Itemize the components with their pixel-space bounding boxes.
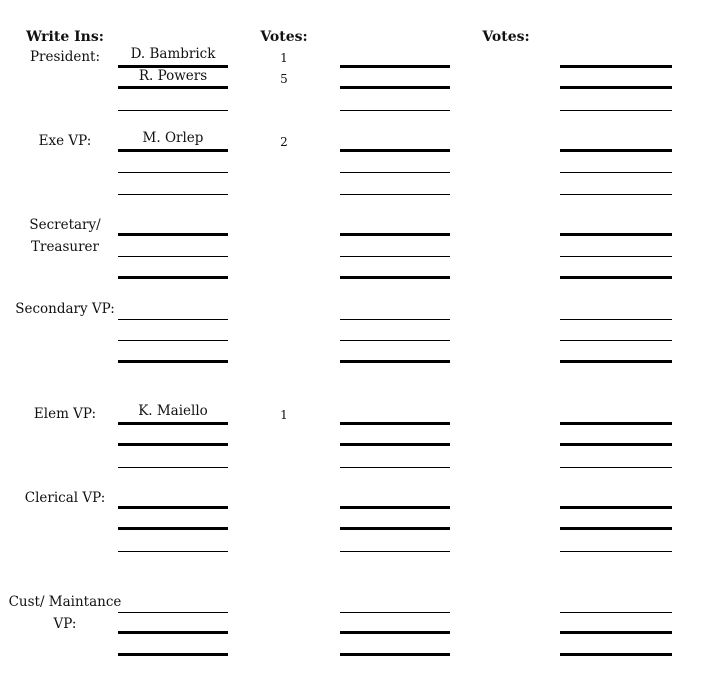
blank-name-line	[560, 341, 672, 363]
vote-count: 1	[280, 407, 288, 422]
position-label	[4, 492, 126, 506]
write-ins-header: Write Ins:	[26, 29, 104, 45]
tally-row	[0, 320, 716, 342]
section-exe-vp	[0, 130, 716, 195]
write-in-name: K. Maiello	[138, 403, 208, 419]
section-clerical-vp	[0, 487, 716, 552]
blank-name-line	[560, 68, 672, 90]
blank-name-line	[340, 530, 450, 552]
tally-row	[0, 509, 716, 531]
tally-row	[0, 341, 716, 363]
blank-name-line	[340, 403, 450, 425]
position-label-text: Treasurer	[30, 238, 99, 255]
position-label-text: Elem VP:	[33, 406, 97, 422]
blank-name-line	[340, 425, 450, 447]
write-in-name-line	[118, 257, 228, 279]
votes-header-left: Votes:	[260, 29, 308, 45]
write-in-name-line	[118, 152, 228, 174]
position-label	[4, 51, 126, 65]
tally-row	[0, 591, 716, 613]
blank-name-line	[340, 591, 450, 613]
position-label-text: Secretary/	[29, 217, 101, 233]
position-label	[4, 219, 126, 233]
vote-count: 1	[280, 50, 288, 65]
position-label	[4, 615, 126, 632]
write-in-name-line	[118, 591, 228, 613]
section-president	[0, 46, 716, 111]
write-in-name-line	[118, 46, 228, 68]
section-cust-maintance-vp	[0, 591, 716, 656]
blank-name-line	[340, 173, 450, 195]
write-in-name-line	[118, 236, 228, 258]
blank-name-line	[340, 487, 450, 509]
position-label	[4, 238, 126, 255]
write-in-name: M. Orlep	[142, 130, 204, 146]
tally-row	[0, 257, 716, 279]
blank-name-line	[340, 509, 450, 531]
position-label-text: Secondary VP:	[15, 301, 115, 317]
position-label-text: President:	[29, 49, 101, 65]
tally-row	[0, 68, 716, 90]
write-in-name-line	[118, 173, 228, 195]
blank-name-line	[560, 425, 672, 447]
write-in-name-line	[118, 530, 228, 552]
position-label-text: Cust/ Maintance	[8, 594, 122, 610]
blank-name-line	[560, 46, 672, 68]
position-label	[4, 596, 126, 610]
write-in-name: R. Powers	[138, 67, 208, 84]
tally-row	[0, 173, 716, 195]
write-in-name-line	[118, 130, 228, 152]
blank-name-line	[560, 298, 672, 320]
write-in-name-line	[118, 89, 228, 111]
blank-name-line	[340, 257, 450, 279]
blank-name-line	[560, 591, 672, 613]
blank-name-line	[560, 89, 672, 111]
tally-row	[0, 487, 716, 509]
write-in-name-line	[118, 320, 228, 342]
blank-name-line	[560, 152, 672, 174]
write-in-name-line	[118, 214, 228, 236]
tally-row	[0, 403, 716, 425]
tally-row	[0, 152, 716, 174]
write-in-name-line	[118, 341, 228, 363]
write-in-name-line	[118, 613, 228, 635]
blank-name-line	[340, 446, 450, 468]
tally-row	[0, 214, 716, 236]
blank-name-line	[340, 341, 450, 363]
tally-row	[0, 130, 716, 152]
tally-row	[0, 425, 716, 447]
blank-name-line	[340, 320, 450, 342]
write-in-name-line	[118, 446, 228, 468]
blank-name-line	[340, 634, 450, 656]
blank-name-line	[340, 298, 450, 320]
blank-name-line	[560, 214, 672, 236]
position-label-text: Exe VP:	[38, 133, 92, 149]
position-label-text: Clerical VP:	[24, 490, 106, 506]
blank-name-line	[340, 130, 450, 152]
write-in-name-line	[118, 403, 228, 425]
blank-name-line	[340, 89, 450, 111]
blank-name-line	[560, 130, 672, 152]
tally-row	[0, 613, 716, 635]
write-in-name-line	[118, 425, 228, 447]
write-in-name: D. Bambrick	[130, 46, 216, 62]
write-in-name-line	[118, 487, 228, 509]
blank-name-line	[340, 214, 450, 236]
blank-name-line	[560, 403, 672, 425]
blank-name-line	[560, 613, 672, 635]
blank-name-line	[560, 509, 672, 531]
blank-name-line	[560, 634, 672, 656]
position-label	[4, 303, 126, 317]
position-label	[4, 408, 126, 422]
votes-header-right: Votes:	[482, 29, 530, 45]
tally-row	[0, 46, 716, 68]
tally-row	[0, 298, 716, 320]
blank-name-line	[560, 173, 672, 195]
section-elem-vp	[0, 403, 716, 468]
blank-name-line	[560, 320, 672, 342]
vote-count: 2	[280, 134, 288, 149]
blank-name-line	[560, 487, 672, 509]
blank-name-line	[340, 152, 450, 174]
blank-name-line	[560, 446, 672, 468]
tally-row	[0, 236, 716, 258]
tally-row	[0, 530, 716, 552]
write-in-name-line	[118, 298, 228, 320]
tally-row	[0, 446, 716, 468]
blank-name-line	[340, 236, 450, 258]
write-in-name-line	[118, 509, 228, 531]
write-in-name-line	[118, 68, 228, 90]
section-secretary-treasurer	[0, 214, 716, 279]
blank-name-line	[340, 46, 450, 68]
blank-name-line	[340, 613, 450, 635]
blank-name-line	[340, 68, 450, 90]
position-label	[4, 135, 126, 149]
blank-name-line	[560, 236, 672, 258]
position-label-text: VP:	[53, 615, 77, 632]
blank-name-line	[560, 530, 672, 552]
vote-count: 5	[280, 72, 288, 86]
section-secondary-vp	[0, 298, 716, 363]
write-in-name-line	[118, 634, 228, 656]
tally-row	[0, 89, 716, 111]
tally-row	[0, 634, 716, 656]
blank-name-line	[560, 257, 672, 279]
